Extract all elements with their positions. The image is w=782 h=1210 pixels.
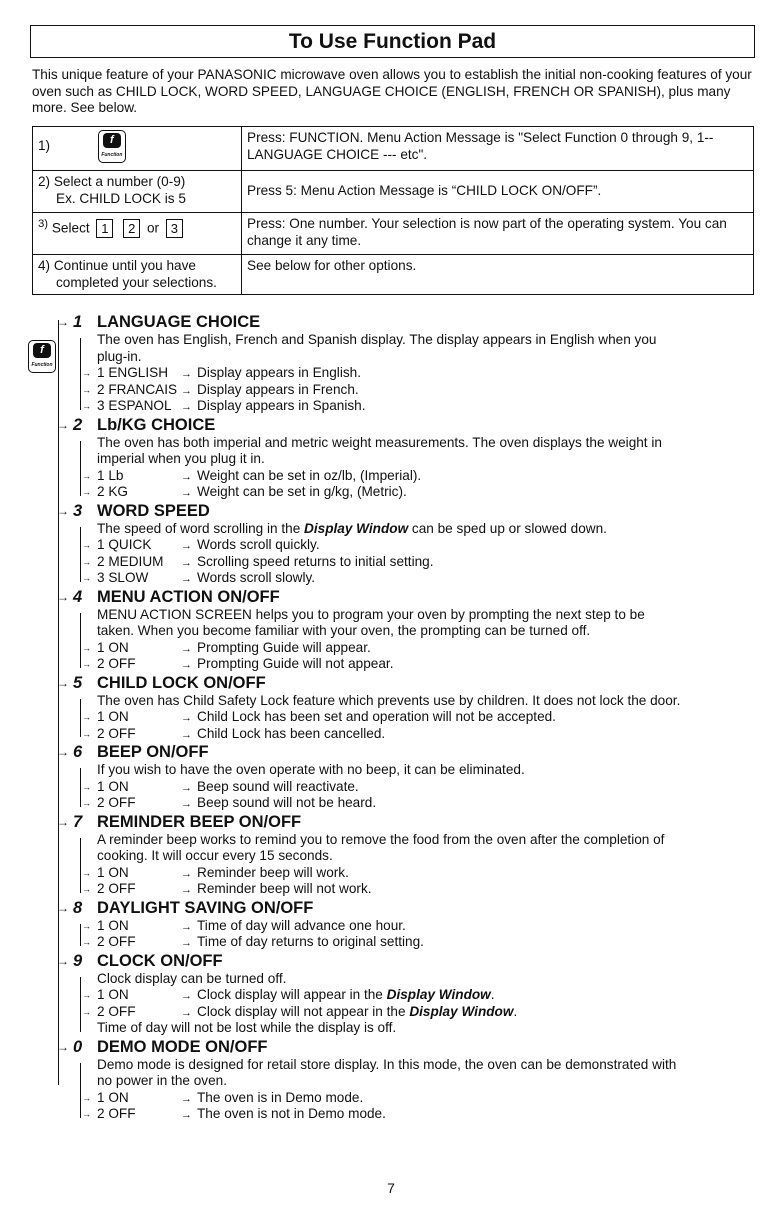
arrow-icon: → — [181, 401, 192, 413]
option-item — [82, 656, 760, 673]
option-result: Display appears in French. — [197, 381, 359, 397]
arrow-icon: → — [181, 712, 192, 724]
description-line — [97, 332, 760, 349]
option-key: 1 ON — [97, 917, 129, 933]
section-body — [82, 434, 760, 501]
section-number: 4 — [73, 587, 83, 606]
description-text: The speed of word scrolling in the — [97, 520, 305, 536]
option-tree-line — [80, 924, 81, 946]
description-line — [97, 848, 760, 865]
tree-arrow-icon: → — [57, 814, 69, 829]
section-title — [57, 1037, 760, 1057]
step-description: Press 5: Menu Action Message is “CHILD LOCK ON/OFF”. — [242, 171, 754, 213]
step-text: 4) Continue until you have — [38, 258, 196, 273]
section-body — [82, 1056, 760, 1123]
description-text: The oven has Child Safety Lock feature which prevents use by children. It does not lock the door. — [97, 692, 681, 708]
tree-arrow-icon: → — [82, 470, 91, 481]
description-line — [97, 623, 760, 640]
option-result: Child Lock has been cancelled. — [197, 725, 386, 741]
section-title-text: CHILD LOCK ON/OFF — [97, 673, 266, 692]
option-item — [82, 934, 760, 951]
key-1-button: 1 — [96, 219, 113, 238]
description-line — [97, 693, 760, 710]
tree-arrow-icon: → — [82, 642, 91, 653]
tree-arrow-icon: → — [82, 540, 91, 550]
option-tree-line — [80, 338, 81, 410]
option-tree-line — [80, 768, 81, 807]
function-section-7 — [57, 812, 760, 898]
description-text: A reminder beep works to remind you to remove the food from the oven after the completion of — [97, 831, 665, 847]
option-tree-line — [80, 527, 81, 582]
section-title — [57, 951, 760, 971]
description-text: Clock display can be turned off. — [97, 970, 287, 986]
section-title-text: DAYLIGHT SAVING ON/OFF — [97, 898, 314, 917]
step-number: 1) — [38, 138, 51, 154]
section-number: 5 — [73, 673, 83, 692]
description-text: no power in the oven. — [97, 1073, 227, 1088]
option-item — [82, 987, 760, 1004]
section-body — [82, 332, 760, 415]
function-section-8 — [57, 898, 760, 951]
tree-arrow-icon: → — [82, 573, 91, 583]
tree-arrow-icon: → — [82, 920, 91, 931]
tree-arrow-icon: → — [57, 900, 69, 915]
option-key: 1 QUICK — [97, 537, 152, 552]
option-key: 2 OFF — [97, 1003, 136, 1019]
description-text: Demo mode is designed for retail store display. In this mode, the oven can be demonstrated with — [97, 1056, 677, 1072]
option-key: 1 ENGLISH — [97, 365, 169, 380]
tree-arrow-icon: → — [82, 712, 91, 722]
table-row — [33, 127, 754, 171]
description-text: taken. When you become familiar with your oven, the prompting can be turned off. — [97, 623, 591, 638]
section-title — [57, 587, 760, 607]
option-result: . — [490, 987, 495, 1002]
option-item — [82, 553, 760, 571]
arrow-icon: → — [181, 990, 192, 1002]
description-text: The oven has both imperial and metric weight measurements. The oven displays the weight in — [97, 434, 662, 450]
section-title-text: LANGUAGE CHOICE — [97, 313, 261, 331]
display-window-term: Display Window — [304, 520, 409, 536]
option-item — [82, 1089, 760, 1107]
description-line — [97, 1073, 760, 1090]
option-tree-line — [80, 441, 81, 496]
tree-arrow-icon: → — [82, 659, 91, 669]
option-result: . — [513, 1003, 518, 1019]
tree-arrow-icon: → — [57, 315, 69, 329]
description-text: If you wish to have the oven operate with no beep, it can be eliminated. — [97, 762, 525, 777]
tree-arrow-icon: → — [82, 867, 91, 878]
description-line — [97, 521, 760, 538]
option-item — [82, 725, 760, 743]
step-description: Press: FUNCTION. Menu Action Message is "Select Function 0 through 9, 1--LANGUAGE CHOICE --- etc". — [242, 127, 754, 171]
section-title — [57, 812, 760, 832]
step-text: 2) Select a number (0-9) — [38, 174, 186, 189]
option-key: 3 SLOW — [97, 570, 149, 585]
option-tree-line — [80, 699, 81, 738]
arrow-icon: → — [181, 384, 192, 397]
arrow-icon: → — [181, 368, 192, 380]
section-title-text: BEEP ON/OFF — [97, 743, 209, 761]
option-item — [82, 381, 760, 399]
option-item — [82, 917, 760, 935]
option-key: 1 Lb — [97, 467, 124, 483]
function-section-9 — [57, 951, 760, 1037]
option-item — [82, 537, 760, 554]
arrow-icon: → — [181, 659, 192, 671]
description-text: imperial when you plug it in. — [97, 451, 265, 466]
arrow-icon: → — [181, 867, 192, 880]
tree-arrow-icon: → — [82, 937, 91, 947]
option-key: 2 OFF — [97, 881, 136, 896]
section-body — [82, 762, 760, 812]
step-text: Select — [51, 220, 90, 236]
option-item — [82, 1106, 760, 1123]
arrow-icon: → — [181, 937, 192, 949]
display-window-term: Display Window — [386, 987, 491, 1002]
tree-arrow-icon: → — [57, 417, 69, 432]
function-section-6 — [57, 742, 760, 812]
description-line — [97, 349, 760, 366]
arrow-icon: → — [181, 1109, 192, 1121]
section-title-text: Lb/KG CHOICE — [97, 415, 216, 434]
section-number: 1 — [73, 313, 83, 331]
option-item — [82, 778, 760, 796]
function-button-icon: f Function — [28, 340, 56, 373]
description-line — [97, 435, 760, 452]
section-body — [82, 692, 760, 743]
page-number: 7 — [387, 1180, 395, 1196]
option-item — [82, 467, 760, 485]
section-title-text: REMINDER BEEP ON/OFF — [97, 812, 302, 831]
section-title — [57, 673, 760, 693]
option-result: Weight can be set in g/kg, (Metric). — [197, 484, 407, 499]
option-tree-line — [80, 613, 81, 668]
option-result: Prompting Guide will appear. — [197, 639, 371, 655]
arrow-icon: → — [181, 1092, 192, 1105]
option-key: 1 ON — [97, 1089, 129, 1105]
option-result: Display appears in English. — [197, 365, 361, 380]
option-key: 2 OFF — [97, 1106, 136, 1121]
tree-arrow-icon: → — [57, 1039, 69, 1054]
display-window-term: Display Window — [409, 1003, 514, 1019]
option-tree-line — [80, 838, 81, 893]
steps-table — [32, 126, 754, 295]
function-sections — [57, 312, 760, 1123]
option-result: The oven is in Demo mode. — [197, 1089, 364, 1105]
option-result: Scrolling speed returns to initial setting. — [197, 553, 434, 569]
arrow-icon: → — [181, 540, 192, 552]
option-result: Beep sound will not be heard. — [197, 795, 377, 810]
option-result: Words scroll quickly. — [197, 537, 320, 552]
section-title — [57, 312, 760, 332]
step-example: Ex. CHILD LOCK is 5 — [56, 190, 186, 206]
description-text: plug-in. — [97, 348, 142, 364]
section-title — [57, 742, 760, 762]
section-number: 6 — [73, 743, 83, 761]
option-key: 1 ON — [97, 864, 129, 880]
arrow-icon: → — [181, 781, 192, 794]
table-row — [33, 171, 754, 213]
option-item — [82, 881, 760, 898]
function-section-1 — [57, 312, 760, 415]
option-item — [82, 639, 760, 657]
section-title — [57, 501, 760, 521]
arrow-icon: → — [181, 573, 192, 585]
tree-arrow-icon: → — [82, 384, 91, 395]
section-number: 8 — [73, 898, 83, 917]
arrow-icon: → — [181, 1006, 192, 1019]
option-result: Reminder beep will work. — [197, 864, 349, 880]
option-result: Time of day returns to original setting. — [197, 934, 424, 949]
option-result: Weight can be set in oz/lb, (Imperial). — [197, 467, 422, 483]
description-line — [97, 762, 760, 779]
tree-arrow-icon: → — [82, 1092, 91, 1103]
description-line — [97, 832, 760, 849]
arrow-icon: → — [181, 798, 192, 810]
section-body — [82, 520, 760, 587]
option-result: Reminder beep will not work. — [197, 881, 372, 896]
option-key: 2 OFF — [97, 795, 136, 810]
option-result: The oven is not in Demo mode. — [197, 1106, 386, 1121]
table-row: 4) Continue until you have completed your selections. See below for other options. — [33, 255, 754, 295]
tree-arrow-icon: → — [82, 1006, 91, 1017]
option-key: 2 OFF — [97, 934, 136, 949]
description-text: cooking. It will occur every 15 seconds. — [97, 848, 333, 863]
description-line — [97, 1057, 760, 1074]
option-key: 1 ON — [97, 639, 129, 655]
tree-arrow-icon: → — [57, 675, 69, 690]
option-result: Time of day will advance one hour. — [197, 917, 406, 933]
page-title: To Use Function Pad — [30, 25, 755, 58]
key-2-button: 2 — [123, 219, 140, 238]
tree-arrow-icon: → — [57, 745, 69, 759]
arrow-icon: → — [181, 556, 192, 569]
option-result: Display appears in Spanish. — [197, 398, 366, 413]
option-key: 1 ON — [97, 709, 129, 724]
description-text: can be sped up or slowed down. — [408, 520, 607, 536]
description-text: MENU ACTION SCREEN helps you to program your oven by prompting the next step to be — [97, 606, 645, 622]
option-key: 1 ON — [97, 778, 129, 794]
function-button-icon: f Function — [98, 130, 126, 163]
option-key: 2 FRANCAIS — [97, 381, 178, 397]
option-item — [82, 398, 760, 415]
option-result: Beep sound will reactivate. — [197, 778, 359, 794]
section-title-text: WORD SPEED — [97, 501, 210, 520]
tree-arrow-icon: → — [82, 798, 91, 808]
step-description: See below for other options. — [242, 255, 754, 295]
description-text: The oven has English, French and Spanish display. The display appears in English when you — [97, 332, 657, 347]
tree-arrow-icon: → — [82, 368, 91, 378]
section-number: 0 — [73, 1037, 83, 1056]
option-item — [82, 570, 760, 587]
section-title — [57, 415, 760, 435]
tree-arrow-icon: → — [57, 953, 69, 968]
tree-arrow-icon: → — [82, 884, 91, 894]
option-result: Clock display will not appear in the — [197, 1003, 410, 1019]
arrow-icon: → — [181, 470, 192, 483]
option-result: Clock display will appear in the — [197, 987, 387, 1002]
tree-arrow-icon: → — [57, 589, 69, 604]
option-item — [82, 795, 760, 812]
function-section-3 — [57, 501, 760, 587]
option-key: 2 OFF — [97, 725, 136, 741]
tree-arrow-icon: → — [82, 401, 91, 411]
section-number: 7 — [73, 812, 83, 831]
arrow-icon: → — [181, 642, 192, 655]
tree-arrow-icon: → — [82, 781, 91, 792]
option-tree-line — [80, 977, 81, 1032]
function-section-0 — [57, 1037, 760, 1123]
section-body — [82, 970, 760, 1037]
table-row: $^{3)}$ Select 1 2 or 3 Press: One number. Your selection is now part of the operating system. You can change it any time. — [33, 213, 754, 255]
section-number: 9 — [73, 951, 83, 970]
section-title-text: CLOCK ON/OFF — [97, 951, 223, 970]
key-3-button: 3 — [166, 219, 183, 238]
option-item — [82, 484, 760, 501]
section-body — [82, 831, 760, 898]
function-section-4 — [57, 587, 760, 673]
tree-arrow-icon: → — [82, 728, 91, 739]
section-title — [57, 898, 760, 918]
tree-arrow-icon: → — [57, 503, 69, 518]
option-result: Child Lock has been set and operation will not be accepted. — [197, 709, 556, 724]
tree-arrow-icon: → — [82, 990, 91, 1000]
option-result: Prompting Guide will not appear. — [197, 656, 394, 671]
function-section-5 — [57, 673, 760, 743]
description-line — [97, 451, 760, 468]
option-key: 1 ON — [97, 987, 129, 1002]
option-item — [82, 1003, 760, 1021]
option-item — [82, 365, 760, 382]
description-line — [97, 971, 760, 988]
option-result: Words scroll slowly. — [197, 570, 316, 585]
option-key: 2 MEDIUM — [97, 553, 164, 569]
section-body — [82, 606, 760, 673]
section-note: Time of day will not be lost while the display is off. — [97, 1020, 397, 1035]
step-description: Press: One number. Your selection is now part of the operating system. You can change it any time. — [242, 213, 754, 255]
description-line — [97, 607, 760, 624]
intro-paragraph: This unique feature of your PANASONIC microwave oven allows you to establish the initial non-cooking features of your oven such as CHILD LOCK, WORD SPEED, LANGUAGE CHOICE (ENGLISH, FRENCH OR SPANISH), plus many more. See below. — [32, 67, 752, 115]
arrow-icon: → — [181, 487, 192, 499]
section-number: 3 — [73, 501, 83, 520]
section-body — [82, 917, 760, 951]
arrow-icon: → — [181, 920, 192, 933]
section-title-text: MENU ACTION ON/OFF — [97, 587, 280, 606]
arrow-icon: → — [181, 728, 192, 741]
tree-arrow-icon: → — [82, 487, 91, 497]
function-section-2 — [57, 415, 760, 501]
option-key: 3 ESPANOL — [97, 398, 172, 413]
option-key: 2 KG — [97, 484, 128, 499]
tree-arrow-icon: → — [82, 1109, 91, 1119]
option-item — [82, 709, 760, 726]
option-key: 2 OFF — [97, 656, 136, 671]
tree-arrow-icon: → — [82, 556, 91, 567]
section-number: 2 — [73, 415, 83, 434]
option-item — [82, 864, 760, 882]
section-title-text: DEMO MODE ON/OFF — [97, 1037, 268, 1056]
arrow-icon: → — [181, 884, 192, 896]
option-tree-line — [80, 1063, 81, 1118]
